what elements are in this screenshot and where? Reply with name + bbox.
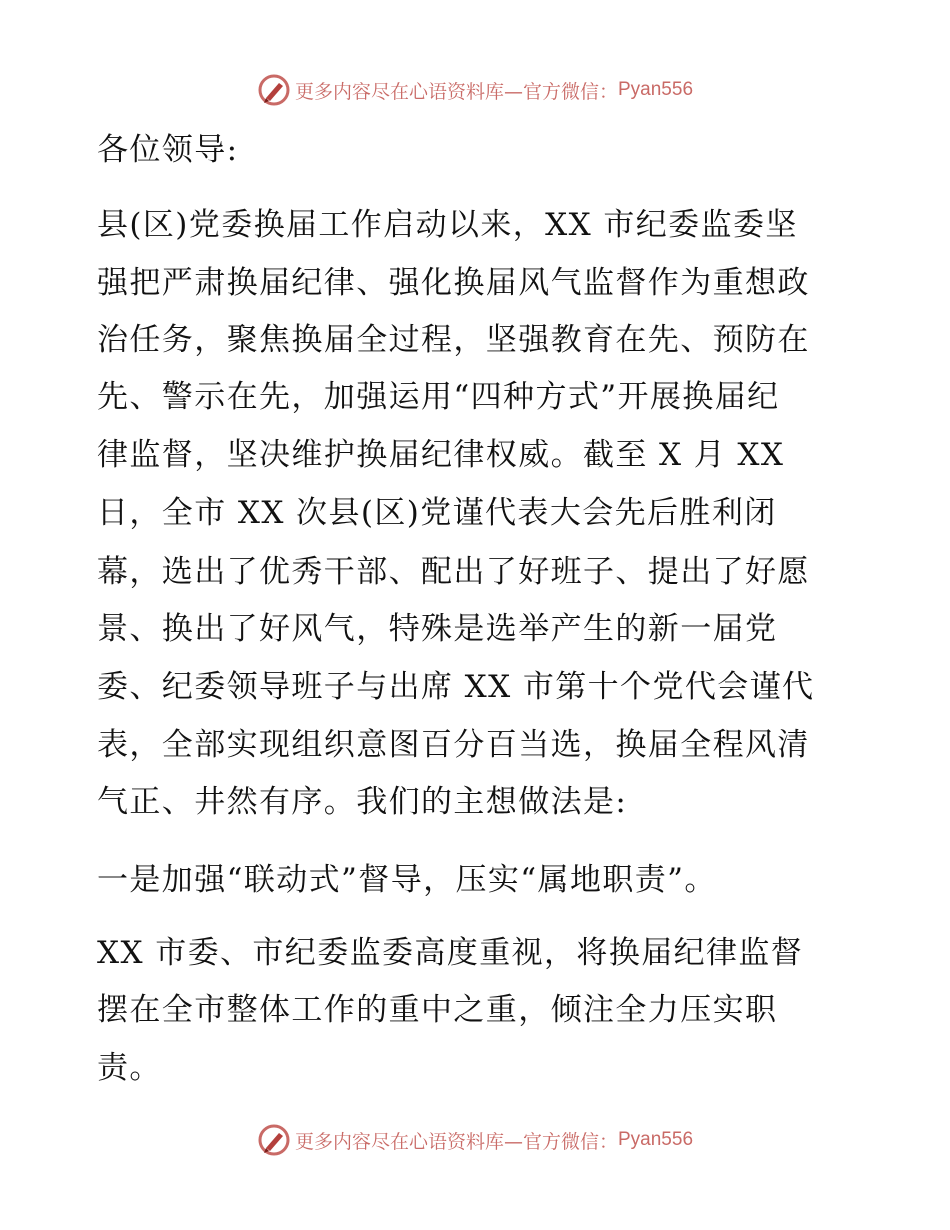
text-line: 表，全部实现组织意图百分百当选，换届全程风清 [97, 727, 810, 763]
text-line: 各位领导: [97, 132, 239, 168]
text-line: 一是加强“联动式”督导，压实“属地职责”。 [97, 862, 717, 898]
footer-watermark [0, 1120, 950, 1160]
pen-logo-icon [257, 73, 291, 107]
text-line: 日，全市 XX 次县(区)党谨代表大会先后胜利闭 [97, 495, 777, 531]
text-line: 气正、井然有序。我们的主想做法是: [97, 784, 628, 820]
text-line: 幕，选出了优秀干部、配出了好班子、提出了好愿 [97, 554, 810, 590]
header-watermark [0, 70, 950, 110]
text-line: XX 市委、市纪委监委高度重视，将换届纪律监督 [97, 935, 804, 971]
text-line: 委、纪委领导班子与出席 XX 市第十个党代会谨代 [97, 669, 815, 705]
watermark-text: 更多内容尽在心语资料库—官方微信： [294, 1130, 618, 1153]
pen-logo-icon [257, 1123, 291, 1157]
watermark-wechat-id: Pyan556 [618, 1129, 694, 1150]
text-line: 景、换出了好风气，特殊是选举产生的新一届党 [97, 611, 778, 647]
text-line: 责。 [97, 1050, 162, 1086]
text-line: 强把严肃换届纪律、强化换届风气监督作为重想政 [97, 265, 810, 301]
watermark-wechat-id: Pyan556 [618, 79, 694, 100]
text-line: 律监督，坚决维护换届纪律权威。截至 X 月 XX [97, 437, 785, 473]
watermark-text: 更多内容尽在心语资料库—官方微信： [294, 80, 618, 103]
text-line: 县(区)党委换届工作启动以来，XX 市纪委监委坚 [97, 207, 798, 243]
text-line: 先、警示在先，加强运用“四种方式”开展换届纪 [97, 379, 780, 415]
text-line: 治任务，聚焦换届全过程，坚强教育在先、预防在 [97, 322, 810, 358]
text-line: 摆在全市整体工作的重中之重，倾注全力压实职 [97, 992, 778, 1028]
